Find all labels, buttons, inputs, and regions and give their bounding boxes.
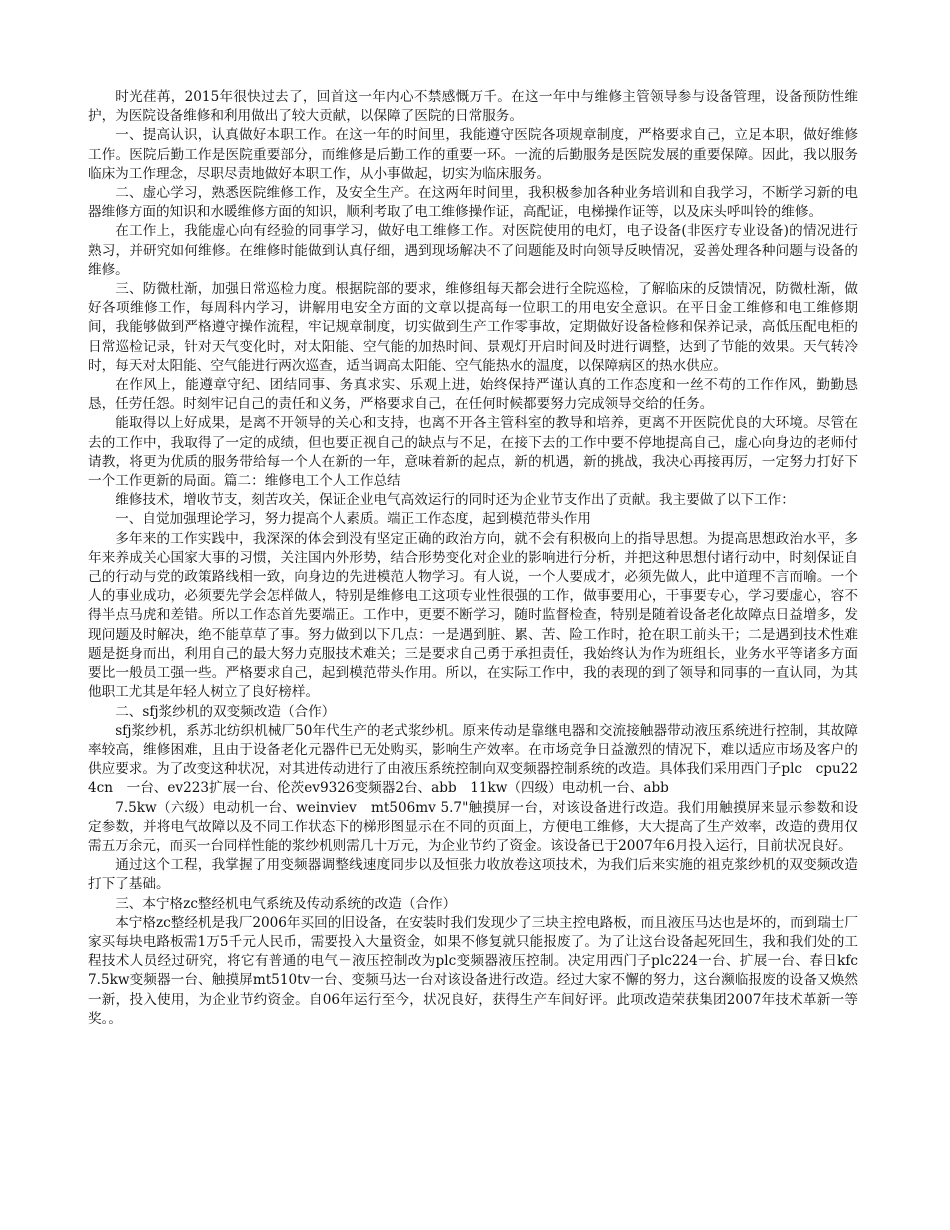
paragraph-work-practice: 多年来的工作实践中，我深深的体会到没有坚定正确的政治方向，就不会有积极向上的指导思想。为提高思想政治水平，多年来养成关心国家大事的习惯，关注国内外形势，结合形势变化对企业的影响进行分析，并把这种思想付诸行动中，时刻保证自己的行动与党的政策路线相一致，向身边的先进模范人物学习。有人说，一个人要成才，必须先做人，此中道理不言而喻。一个人的事业成功，必须要先学会怎样做人，特别是维修电工这项专业性很强的工作，做事要用心，干事要专心，学习要虚心，容不得半点马虎和差错。所以工作态首先要端正。工作中，更要不断学习，随时监督检查，特别是随着设备老化故障点日益增多，发现问题及时解决，绝不能草草了事。努力做到以下几点：一是遇到脏、累、苦、险工作时，抢在职工前头干；二是遇到技术性难题是挺身而出，利用自己的最大努力克服技术难关；三是要求自己勇于承担责任，我始终认为作为班组长，业务水平等诸多方面要比一般员工强一些。严格要求自己，起到模范带头作用。所以，在实际工作中，我的表现的到了领导和同事的一直认同，为其他职工尤其是年轻人树立了良好榜样。 <box>88 530 858 701</box>
paragraph-conclusion: 能取得以上好成果，是离不开领导的关心和支持，也离不开各主管科室的教导和培养，更离不开医院优良的大环境。尽管在去的工作中，我取得了一定的成绩，但也要正视自己的缺点与不足，在接下去的工作中要不停地提高自己，虚心向身边的老师付请教，将更为优质的服务带给每一个人在新的一年，意味着新的起点，新的机遇，新的挑战，我决心再接再厉，一定努力打好下一个工作更新的局面。篇二：维修电工个人工作总结 <box>88 415 858 490</box>
paragraph-sfj-description: sfj浆纱机，系苏北纺织机械厂50年代生产的老式浆纱机。原来传动是靠继电器和交流接触器带动液压系统进行控制，其故障率较高，维修困难，且由于设备老化元器件已无处购买，影响生产效率。在市场竞争日益激烈的情况下，难以适应市场及客户的供应要求。为了改变这种状况，对其进传动进行了由液压系统控制向双变频器控制系统的改造。具体我们采用西门子plc cpu224cn 一台、ev223扩展一台、伦茨ev9326变频器2台、abb 11kw（四级）电动机一台、abb <box>88 722 858 797</box>
paragraph-section-1: 一、提高认识，认真做好本职工作。在这一年的时间里，我能遵守医院各项规章制度，严格要求自己，立足本职，做好维修工作。医院后勤工作是医院重要部分，而维修是后勤工作的重要一环。一流的后勤服务是医院发展的重要保障。因此，我以服务临床为工作理念，尽职尽责地做好本职工作，从小事做起，切实为临床服务。 <box>88 127 858 182</box>
paragraph-zc-description: 本宁格zc整经机是我厂2006年买回的旧设备，在安装时我们发现少了三块主控电路板，而且液压马达也是坏的，而到瑞士厂家买每块电路板需1万5千元人民币，需要投入大量资金，如果不修复就只能报废了。为了让这台设备起死回生，我和我们处的工程技术人员经过研究，将它有普通的电气－液压控制改为plc变频器液压控制。决定用西门子plc224一台、扩展一台、春日kfc 7.5kw变频器一台、触摸屏mt510tv一台、变频马达一台对该设备进行改造。经过大家不懈的努力，这台濒临报废的设备又焕然一新，投入使用，为企业节约资金。自06年运行至今，状况良好，获得生产车间好评。此项改造荣获集团2007年技术革新一等奖。。 <box>88 914 858 1027</box>
document-body <box>88 88 858 1029</box>
paragraph-section-3: 三、防微杜渐，加强日常巡检力度。根据院部的要求，维修组每天都会进行全院巡检，了解临床的反馈情况，防微杜渐，做好各项维修工作，每周科内学习，讲解用电安全方面的文章以提高每一位职工的用电安全意识。在平日金工维修和电工维修期间，我能够做到严格遵守操作流程，牢记规章制度，切实做到生产工作零事故，定期做好设备检修和保养记录，高低压配电柜的日常巡检记录，针对天气变化时，对太阳能、空气能的加热时间、景观灯开启时间及时进行调整，达到了节能的效果。天气转冷时，每天对太阳能、空气能进行两次巡查，适当调高太阳能、空气能热水的温度，以保障病区的热水供应。 <box>88 281 858 374</box>
paragraph-sfj-touchscreen: 7.5kw（六级）电动机一台、weinviev mt506mv 5.7"触摸屏一台，对该设备进行改造。我们用触摸屏来显示参数和设定参数，并将电气故障以及不同工作状态下的梯形图显示在不同的页面上，方便电工维修，大大提高了生产效率，改造的费用仅需五万余元，而买一台同样性能的浆纱机则需几十万元，为企业节约了资金。该设备已于2007年6月投入运行，目前状况良好。 <box>88 799 858 854</box>
paragraph-sfj-result: 通过这个工程，我掌握了用变频器调整线速度同步以及恒张力收放卷这项技术，为我们后来实施的祖克浆纱机的双变频改造打下了基础。 <box>88 857 858 893</box>
heading-theory-study: 一、自觉加强理论学习，努力提高个人素质。端正工作态度，起到模范带头作用 <box>115 511 591 528</box>
paragraph-section-2: 二、虚心学习，熟悉医院维修工作，及安全生产。在这两年时间里，我积极参加各种业务培训和自我学习，不断学习新的电器维修方面的知识和水暖维修方面的知识，顺利考取了电工维修操作证，高配证，电梯操作证等，以及床头呼叫铃的维修。 <box>88 185 858 221</box>
paragraph-summary-intro: 维修技术，增收节支，刻苦攻关，保证企业电气高效运行的同时还为企业节支作出了贡献。我主要做了以下工作： <box>115 492 795 509</box>
heading-zc-retrofit: 三、本宁格zc整经机电气系统及传动系统的改造（合作） <box>115 895 457 912</box>
paragraph-work-attitude: 在工作上，我能虚心向有经验的同事学习，做好电工维修工作。对医院使用的电灯，电子设备(非医疗专业设备)的情况进行熟习，并研究如何维修。在维修时能做到认真仔细，遇到现场解决不了问题能及时向领导反映情况，妥善处理各种问题与设备的维修。 <box>88 223 858 278</box>
heading-sfj-retrofit: 二、sfj浆纱机的双变频改造（合作） <box>115 703 336 720</box>
paragraph-intro: 时光荏苒，2015年很快过去了，回首这一年内心不禁感慨万千。在这一年中与维修主管领导参与设备管理，设备预防性维护，为医院设备维修和利用做出了较大贡献，以保障了医院的日常服务。 <box>88 89 858 125</box>
paragraph-work-style: 在作风上，能遵章守纪、团结同事、务真求实、乐观上进，始终保持严谨认真的工作态度和一丝不苟的工作作风，勤勤恳恳，任劳任怨。时刻牢记自己的责任和义务，严格要求自己，在任何时候都要努力完成领导交给的任务。 <box>88 377 858 413</box>
